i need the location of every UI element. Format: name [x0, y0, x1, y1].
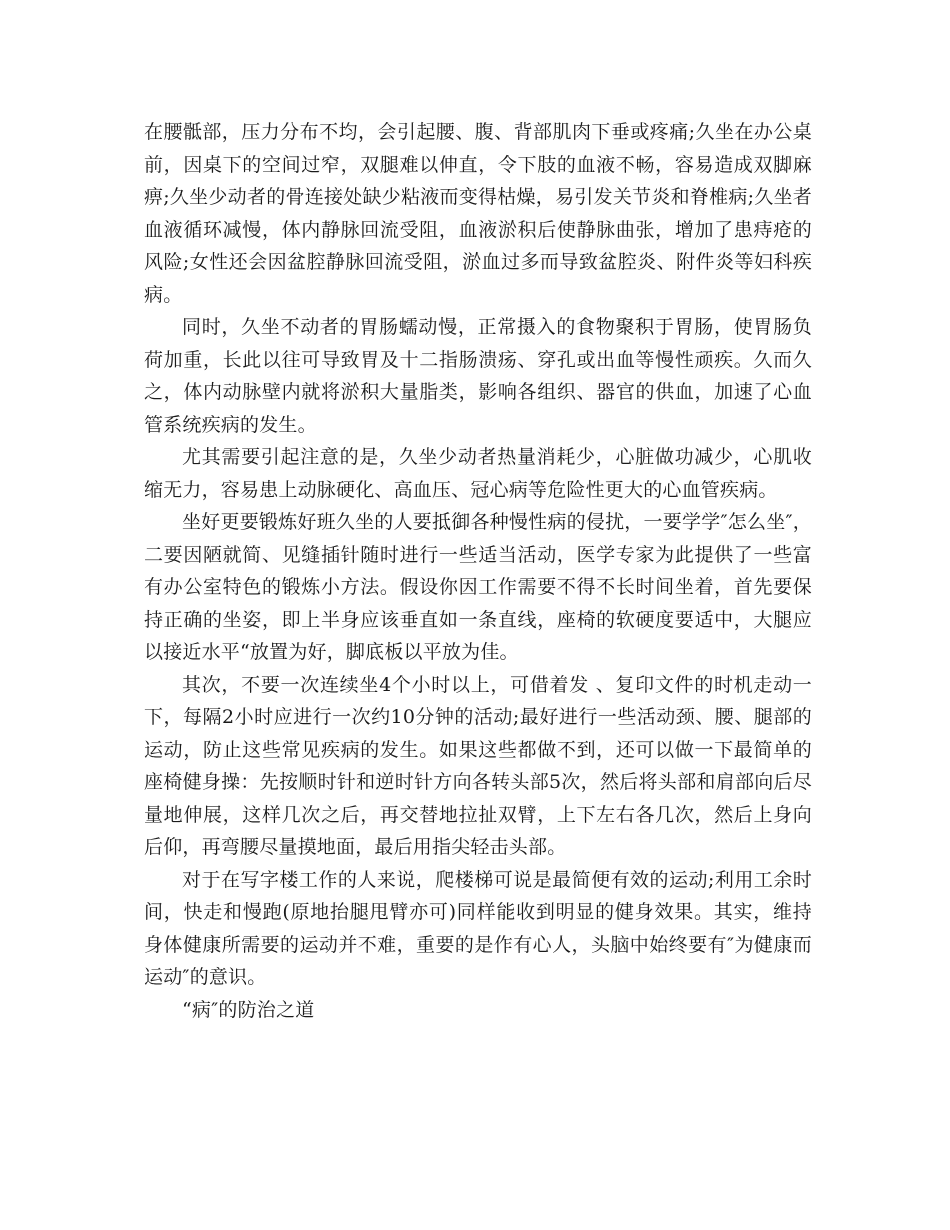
paragraph-desk-exercises: 其次，不要一次连续坐4个小时以上，可借着发 、复印文件的时机走动一下，每隔2小时应进行一次约10分钟的活动;最好进行一些活动颈、腰、腿部的运动，防止这些常见疾病的发生。如果这些都做不到，还可以做一下最简单的座椅健身操：先按顺时针和逆时针方向各转头部5次，然后将头部和肩部向后尽量地伸展，这样几次之后，再交替地拉扯双臂，上下左右各几次，然后上身向后仰，再弯腰尽量摸地面，最后用指尖轻击头部。 — [144, 673, 812, 858]
paragraph-digestive-effects: 同时，久坐不动者的胃肠蠕动慢，正常摄入的食物聚积于胃肠，使胃肠负荷加重，长此以往可导致胃及十二指肠溃疡、穿孔或出血等慢性顽疾。久而久之，体内动脉壁内就将淤积大量脂类，影响各组织、器官的供血，加速了心血管系统疾病的发生。 — [144, 316, 812, 436]
paragraph-stair-climbing: 对于在写字楼工作的人来说，爬楼梯可说是最简便有效的运动;利用工余时间，快走和慢跑(原地抬腿甩臂亦可)同样能收到明显的健身效果。其实，维持身体健康所需要的运动并不难，重要的是作有心人，头脑中始终要有″为健康而运动″的意识。 — [144, 868, 812, 988]
paragraph-sedentary-effects: 在腰骶部，压力分布不均，会引起腰、腹、背部肌肉下垂或疼痛;久坐在办公桌前，因桌下的空间过窄，双腿难以伸直，令下肢的血液不畅，容易造成双脚麻痹;久坐少动者的骨连接处缺少粘液而变得枯燥，易引发关节炎和脊椎病;久坐者血液循环减慢，体内静脉回流受阻，血液淤积后使静脉曲张，增加了患痔疮的风险;女性还会因盆腔静脉回流受阻，淤血过多而导致盆腔炎、附件炎等妇科疾病。 — [144, 121, 812, 306]
section-heading: “病″的防治之道 — [182, 998, 315, 1021]
paragraph-sitting-posture: 坐好更要锻炼好班久坐的人要抵御各种慢性病的侵扰，一要学学″怎么坐″，二要因陋就简、见缝插针随时进行一些适当活动，医学专家为此提供了一些富有办公室特色的锻炼小方法。假设你因工作需要不得不长时间坐着，首先要保持正确的坐姿，即上半身应该垂直如一条直线，座椅的软硬度要适中，大腿应以接近水平“放置为好，脚底板以平放为佳。 — [144, 511, 812, 663]
document-page — [144, 116, 812, 1026]
paragraph-cardiovascular-risk: 尤其需要引起注意的是，久坐少动者热量消耗少，心脏做功减少，心肌收缩无力，容易患上动脉硬化、高血压、冠心病等危险性更大的心血管疾病。 — [144, 446, 812, 501]
